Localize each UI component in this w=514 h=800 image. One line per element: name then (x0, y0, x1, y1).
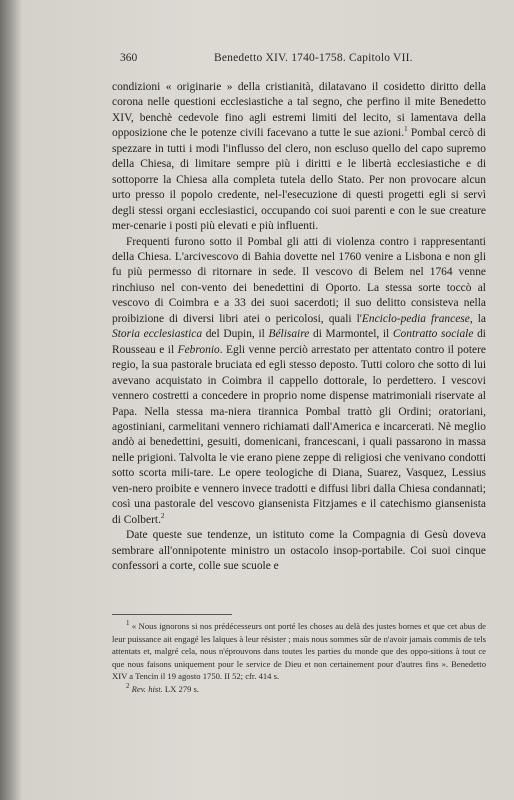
footnotes (112, 620, 486, 696)
running-header (96, 52, 486, 70)
footnote-ref-2: 2 (160, 511, 165, 520)
main-text (112, 80, 486, 575)
title-enciclopedia: Enciclo-pedia francese (361, 312, 470, 325)
footnote-2-source: Rev. hist. (131, 683, 163, 694)
footnote-1 (112, 620, 486, 683)
binding-shadow (0, 0, 22, 800)
running-title: Benedetto XIV. 1740-1758. Capitolo VII. (214, 52, 413, 64)
footnote-2-mark: 2 (126, 682, 130, 691)
title-belisaire: Bélisaire (268, 328, 310, 341)
paragraph-2-text-e: di Rousseau e il (112, 328, 486, 356)
paragraph-2-text-d: di Marmontel, il (309, 328, 393, 341)
title-febronio: Febronio (177, 343, 220, 356)
paragraph-1-text-cont: Pombal cercò di spezzare in tutti i modi l'influsso del clero, non escluso quello del capo supremo della Chiesa, di limitare sempre più i diritti e le libertà ecclesiastiche e di sottoporre la Chiesa alla completa tutela dello Stato. Per non provocare alcun urto presso il popolo credente, nel-l'esecuzione di questi progetti egli si servì degli stessi organi ecclesiastici, occupando coi suoi parenti e con le sue creature mer-cenarie i posti più elevati e più influenti. (112, 127, 486, 233)
paragraph-2-text-b: , la (469, 312, 486, 325)
paragraph-2-text-c: del Dupin, il (202, 328, 269, 341)
footnote-1-text: « Nous ignorons si nos prédécesseurs ont porté les choses au delà des justes bornes et que cet abus de leur puissance ait engagé les laïques à leur résister ; mais nous sommes sûr de n'avoir jamais commis de tels attentats et, malgré cela, nous n'éprouvons dans toutes les parties du monde que des oppo-sitions à tout ce que nous faisons uniquement pour le service de Dieu et non certainement pour d'autres fins ». Benedetto XIV a Tencin il 19 agosto 1750. II 52; cfr. 414 s. (112, 621, 486, 682)
footnote-ref-1: 1 (404, 125, 408, 134)
footnote-2-text: LX 279 s. (162, 683, 200, 694)
title-contratto-sociale: Contratto sociale (392, 328, 474, 341)
paragraph-2-text-f: . Egli venne perciò arrestato per attentato contro il potere regio, la sua pastorale bruciata ed egli stesso deposto. Tutti coloro che sotto di lui avevano acquistato in Coimbra il cappello dottorale, lo perdettero. I vescovi vennero costretti a concedere in proprio nome dispense matrimoniali riservate al Papa. Nella stessa ma-niera tirannica Pombal trattò gli Ordini; oratoriani, agostiniani, carmelitani vennero richiamati dall'America e incarcerati. Nè meglio andò ai benedettini, gesuiti, domenicani, francescani, i quali passarono in massa nelle prigioni. Talvolta le vie erano piene zeppe di religiosi che venivano condotti sotto scorta mili-tare. Le opere teologiche di Diana, Suarez, Vasquez, Lessius ven-nero proibite e vennero invece tradotti e diffusi libri dalla Chiesa condannati; così una pastorale del vescovo giansenista Fitzjames e il catechismo giansenista di Colbert. (112, 343, 486, 526)
footnote-2 (112, 683, 486, 696)
paragraph-2 (112, 235, 486, 529)
paragraph-3: Date queste sue tendenze, un istituto come la Compagnia di Gesù doveva sembrare all'onnipotente ministro un ostacolo insop-portabile. Coi suoi cinque confessori a corte, colle sue scuole e (112, 529, 486, 573)
paragraph-1 (112, 80, 486, 235)
footnote-1-mark: 1 (126, 619, 130, 628)
paragraph-1-text: condizioni « originarie » della cristianità, dilatavano il cosidetto diritto della corona nelle questioni ecclesiastiche a tal segno, che perfino il mite Benedetto XIV, benchè cedevole fino agli estremi limiti del lecito, si lamentava della opposizione che le potenze civili facevano a tutte le sue azioni. (112, 81, 486, 140)
title-storia-ecclesiastica: Storia ecclesiastica (112, 328, 203, 341)
paragraph-2-text-a: Frequenti furono sotto il Pombal gli atti di violenza contro i rappresentanti della Chiesa. L'arcivescovo di Bahia dovette nel 1760 venire a Lisbona e non gli fu più permesso di ritornare in sede. Il vescovo di Belem nel 1764 venne rinchiuso nel con-vento dei benedettini di Oporto. La stessa sorte toccò al vescovo di Coimbra e a 33 dei suoi sacerdoti; il suo delitto consisteva nella proibizione di diversi libri atei o pericolosi, quali l' (112, 235, 486, 325)
footnote-rule (112, 614, 232, 615)
page-number: 360 (120, 52, 138, 64)
